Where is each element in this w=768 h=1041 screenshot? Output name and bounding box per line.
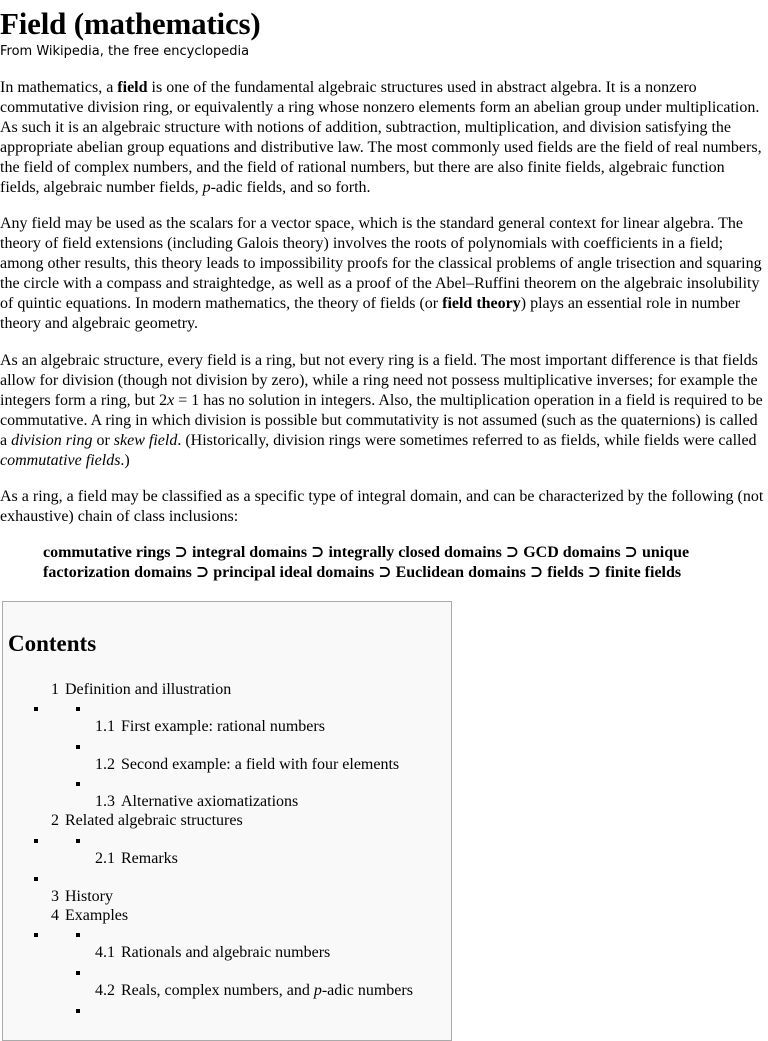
table-of-contents xyxy=(2,601,452,1041)
class-inclusion-chain: commutative rings ⊃ integral domains ⊃ integrally closed domains ⊃ GCD domains ⊃ unique factorization domains ⊃ principal ideal domains ⊃ Euclidean domains ⊃ fields ⊃ finite fields xyxy=(43,544,690,581)
bullet-icon xyxy=(34,933,38,937)
bullet-icon xyxy=(76,971,80,975)
page-title: Field (mathematics) xyxy=(0,6,261,41)
term-field: field xyxy=(117,79,148,96)
toc-label: Rationals and algebraic numbers xyxy=(121,944,331,961)
toc-label: Alternative axiomatizations xyxy=(121,793,299,810)
toc-label: First example: rational numbers xyxy=(121,718,325,735)
toc-number: 2.1 xyxy=(95,850,115,867)
toc-label-italic: p xyxy=(313,982,322,999)
bullet-icon xyxy=(34,707,38,711)
toc-number: 1.1 xyxy=(95,718,115,735)
toc-item-2-1[interactable] xyxy=(95,849,178,869)
intro-paragraph-4: As a ring, a field may be classified as a specific type of integral domain, and can be characterized by the following (not exhaustive) chain of class inclusions: xyxy=(0,488,764,525)
toc-label: Examples xyxy=(65,907,129,924)
intro-paragraph-1 xyxy=(0,78,768,198)
toc-number: 1.3 xyxy=(95,793,115,810)
toc-title: Contents xyxy=(8,631,97,656)
toc-number: 1.2 xyxy=(95,756,115,773)
toc-item-3[interactable] xyxy=(51,887,113,907)
text-run: or xyxy=(92,432,114,449)
text-run: Any field may be used as the scalars for a vector space, which is the standard general context for linear algebra. The theory of field extensions (including Galois theory) involves the roots of polynomials with coefficients in a field; among other results, this theory leads to impossibility proofs for the classical problems of angle trisection and squaring the circle with a compass and straightedge, as well as a proof of the Abel–Ruffini theorem on the algebraic insolubility of quintic equations. In modern mathematics, the theory of fields (or xyxy=(0,215,762,312)
text-run: As an algebraic structure, every field is a ring, but not every ring is a field. The most important difference is that fields allow for division (though not division by zero), while a ring need not possess multiplicative inverses; for example the integers form a ring, but 2 xyxy=(0,352,758,409)
toc-number: 4.1 xyxy=(95,944,115,961)
term-field-theory: field theory xyxy=(442,295,521,312)
toc-item-4-1[interactable] xyxy=(95,943,330,963)
toc-item-1-1[interactable] xyxy=(95,717,325,737)
bullet-icon xyxy=(76,839,80,843)
toc-number: 1 xyxy=(51,681,59,698)
toc-label: Related algebraic structures xyxy=(65,812,243,829)
bullet-icon xyxy=(76,933,80,937)
toc-item-4[interactable] xyxy=(51,906,128,926)
intro-paragraph-3 xyxy=(0,351,768,471)
toc-item-4-2[interactable] xyxy=(95,981,413,1001)
toc-label: Second example: a field with four elements xyxy=(121,756,400,773)
term-skew-field: skew field xyxy=(113,432,178,449)
text-run: -adic fields, and so forth. xyxy=(210,179,371,196)
bullet-icon xyxy=(34,877,38,881)
bullet-icon xyxy=(34,839,38,843)
toc-item-1-2[interactable] xyxy=(95,755,399,775)
bullet-icon xyxy=(76,745,80,749)
text-run: . (Historically, division rings were sometimes referred to as fields, while fields were called xyxy=(177,432,757,449)
toc-number: 4.2 xyxy=(95,982,115,999)
toc-item-2[interactable] xyxy=(51,811,243,831)
text-run: .) xyxy=(120,452,130,469)
toc-number: 3 xyxy=(51,888,59,905)
italic-x: x xyxy=(167,392,175,409)
toc-label: -adic numbers xyxy=(321,982,413,999)
toc-item-1[interactable] xyxy=(51,680,231,700)
toc-label: History xyxy=(65,888,113,905)
toc-item-1-3[interactable] xyxy=(95,792,298,812)
text-run: ) plays an essential role in number theory and algebraic geometry. xyxy=(0,295,741,332)
term-division-ring: division ring xyxy=(11,432,93,449)
term-commutative-fields: commutative fields xyxy=(0,452,121,469)
text-run: In mathematics, a xyxy=(0,79,118,96)
bullet-icon xyxy=(76,1009,80,1013)
toc-label: Remarks xyxy=(121,850,178,867)
toc-label: Definition and illustration xyxy=(65,681,232,698)
toc-number: 4 xyxy=(51,907,59,924)
bullet-icon xyxy=(76,782,80,786)
toc-number: 2 xyxy=(51,812,59,829)
text-run: is one of the fundamental algebraic structures used in abstract algebra. It is a nonzero commutative division ring, or equivalently a ring whose nonzero elements form an abelian group under multiplication. As such it is an algebraic structure with notions of addition, subtraction, multiplication, and division satisfying the appropriate abelian group equations and distributive law. The most commonly used fields are the field of real numbers, the field of complex numbers, and the field of rational numbers, but there are also finite fields, algebraic function fields, algebraic number fields, xyxy=(0,79,762,196)
text-run: = 1 has no solution in integers. Also, the multiplication operation in a field is required to be commutative. A ring in which division is possible but commutativity is not assumed (such as the quaternions) is called a xyxy=(0,392,763,449)
page-subtitle: From Wikipedia, the free encyclopedia xyxy=(0,44,250,59)
toc-label: Reals, complex numbers, and xyxy=(121,982,314,999)
intro-paragraph-2 xyxy=(0,214,768,334)
bullet-icon xyxy=(76,707,80,711)
italic-p: p xyxy=(202,179,211,196)
